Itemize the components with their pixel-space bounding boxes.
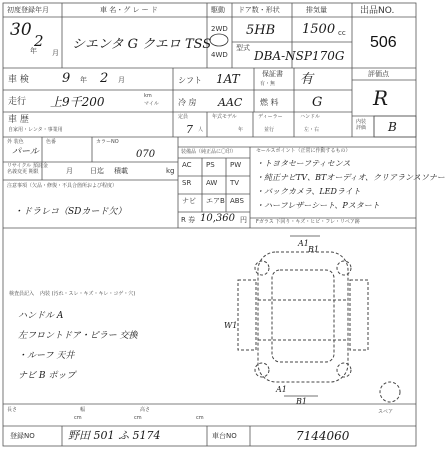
- equipment-item: SR: [182, 179, 192, 187]
- sales-point-line: ・トヨタセーフティセンス: [256, 159, 351, 168]
- chassis-label: 車台NO: [212, 432, 237, 440]
- width-unit: cm: [134, 415, 142, 421]
- notes-line-1: ・ドラレコ（SDカード欠）: [14, 207, 127, 217]
- drive-label: 駆動: [211, 6, 225, 14]
- first-reg-month-unit: 月: [52, 49, 59, 57]
- drive-2wd: 2WD: [211, 25, 228, 33]
- displacement-value: 1500: [302, 22, 336, 37]
- score-label: 評価点: [368, 70, 389, 78]
- car-name-label: 車 名・グ レ ー ド: [100, 6, 158, 14]
- inspector-line: ナビ B ポップ: [18, 371, 76, 381]
- equipment-item: ABS: [230, 197, 244, 205]
- shift-value: 1AT: [216, 72, 240, 86]
- height-label: 高さ: [140, 407, 151, 413]
- registration-label: 登録NO: [10, 432, 35, 440]
- mileage-unit-km: km: [144, 93, 152, 99]
- inspector-line: 左フロントドア・ピラー 交換: [18, 331, 138, 341]
- shift-label: シフト: [178, 76, 202, 85]
- diagram-mark-b1-rear: B1: [296, 397, 307, 406]
- r-number-label: R 券: [181, 216, 196, 224]
- diagram-mark-b1: B1: [308, 245, 319, 254]
- exterior-color-value: パール: [12, 147, 39, 157]
- equipment-item: エアB: [206, 197, 225, 205]
- warranty-sub: 有・無: [260, 81, 276, 87]
- inspection-year-unit: 年: [80, 76, 87, 84]
- equipment-item: AW: [206, 179, 218, 187]
- inspector-line: ハンドル A: [18, 311, 64, 321]
- displacement-unit: cc: [338, 29, 346, 37]
- equipment-item: PW: [230, 161, 242, 169]
- inspection-year: 9: [62, 71, 71, 86]
- dealer-value: 並行: [264, 127, 275, 133]
- inspection-month-unit: 月: [118, 76, 125, 84]
- displacement-label: 排気量: [306, 6, 327, 14]
- equipment-item: PS: [206, 161, 215, 169]
- recycle-date: 日迄: [90, 167, 104, 175]
- capacity-unit: 人: [198, 127, 204, 133]
- registration-value: 野田 501 ふ 5174: [68, 429, 161, 442]
- equipment-item: TV: [230, 179, 240, 187]
- capacity-value: 7: [186, 123, 193, 136]
- length-unit: cm: [74, 415, 82, 421]
- inspection-month: 2: [100, 71, 109, 86]
- color-code-label: 色番: [46, 139, 57, 145]
- inspector-label: 検査員記入: [9, 291, 35, 297]
- first-reg-label: 初度登録年月: [7, 6, 49, 14]
- mileage-value: 上9千200: [50, 95, 105, 109]
- history-label: 車 歴: [8, 115, 29, 125]
- ac-value: AAC: [218, 96, 243, 109]
- width-label: 幅: [80, 407, 86, 413]
- fuel-label: 燃 料: [260, 98, 279, 107]
- first-reg-year-unit: 年: [30, 47, 37, 55]
- inspection-label: 車 検: [8, 75, 29, 85]
- inspector-line: ・ルーフ 天井: [18, 351, 75, 361]
- chassis-value: 7144060: [296, 429, 350, 443]
- lot-label: 出品NO.: [360, 6, 395, 16]
- length-label: 長さ: [7, 407, 18, 413]
- exterior-color-label: 外 装色: [7, 139, 24, 145]
- interior-value: B: [388, 120, 397, 134]
- sales-points-label: セールスポイント（正常に作動するもの）: [256, 148, 351, 154]
- name-change-label: 名義変更 期限: [7, 169, 39, 175]
- interior-label: 内装 評価: [356, 119, 367, 131]
- r-number-unit: 円: [240, 216, 247, 224]
- recycle-kg: kg: [166, 167, 175, 175]
- model-change-value: 年: [238, 127, 244, 133]
- door-value: 5HB: [246, 23, 276, 38]
- notes-label: 注意事項（欠品・修復・不具合箇所および程度）: [7, 183, 118, 189]
- diagram-mark-a1-rear: A1: [276, 385, 287, 394]
- model-change-label: 年式モデル: [212, 114, 237, 120]
- model-label: 型式: [236, 44, 250, 52]
- color-no-label: カラーNO: [96, 139, 119, 145]
- capacity-label: 定員: [178, 114, 189, 120]
- diagram-mark-w: W1: [224, 321, 238, 330]
- warranty-value: 有: [300, 72, 314, 87]
- model-value: DBA-NSP170G: [254, 49, 345, 63]
- mileage-label: 走行: [8, 97, 27, 107]
- height-unit: cm: [196, 415, 204, 421]
- spare-tire-label: スペア: [378, 409, 394, 415]
- history-sub: 自家用・レンタ・事業用: [8, 127, 63, 133]
- door-label: ドア数・形状: [238, 6, 280, 14]
- sales-point-line: ・純正ナビTV、BTオーディオ、クリアランスソナー: [256, 173, 445, 182]
- r-number-value: 10,360: [200, 213, 235, 224]
- equipment-item: AC: [182, 161, 192, 169]
- mileage-unit-mile: マイル: [144, 101, 159, 107]
- first-reg-month: 2: [34, 32, 44, 50]
- warranty-label: 保証書: [262, 70, 283, 78]
- recycle-month: 月: [66, 167, 73, 175]
- recycle-label: リサイクル 預託金: [7, 163, 48, 169]
- first-reg-year: 30: [10, 20, 32, 40]
- handle-label: ハンドル: [300, 114, 321, 120]
- lot-number: 506: [370, 34, 397, 51]
- ac-label: 冷 房: [178, 98, 197, 107]
- color-no-value: 070: [136, 149, 156, 160]
- inspector-criteria: 内装 (汚れ・スレ・キズ・キレ・コゲ・穴): [40, 291, 136, 297]
- score-value: R: [373, 86, 389, 110]
- sales-point-line: ・ハーフレザーシート、Pスタート: [256, 201, 380, 210]
- drive-4wd: 4WD: [211, 51, 228, 59]
- dealer-label: ディーラー: [258, 114, 283, 120]
- car-damage-diagram: [238, 252, 400, 402]
- diagram-mark-a1: A1: [298, 239, 309, 248]
- handle-value: 左・右: [304, 127, 320, 133]
- recycle-amount-label: 積載: [114, 167, 128, 175]
- equipment-label: 装備品（純正品に〇印）: [181, 149, 237, 155]
- equipment-item: ナビ: [182, 197, 196, 205]
- drive-circle: [210, 34, 228, 46]
- car-name: シエンタ G クエロ TSS: [72, 37, 212, 52]
- fuel-value: G: [312, 95, 323, 110]
- sales-point-line: ・バックカメラ、LEDライト: [256, 187, 361, 196]
- window-legend: Fガラス 下回り・キズ・ヒビ・フレ・リペア跡: [256, 219, 360, 225]
